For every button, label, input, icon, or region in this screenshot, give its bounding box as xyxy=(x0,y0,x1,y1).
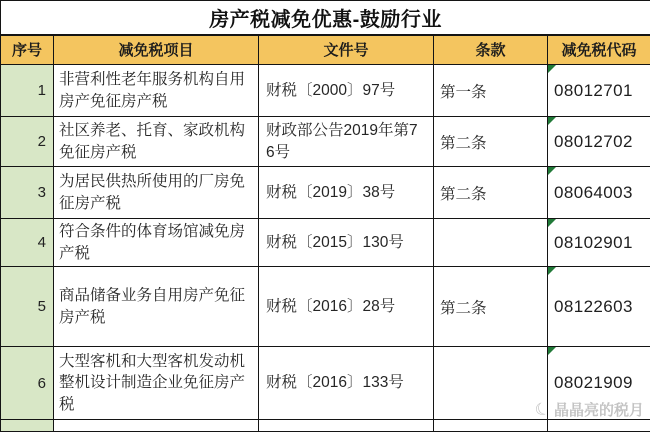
item-cell: 为居民供热所使用的厂房免征房产税 xyxy=(54,167,259,219)
doc-number-cell: 财税〔2019〕38号 xyxy=(259,167,434,219)
page-title: 房产税减免优惠-鼓励行业 xyxy=(1,1,650,35)
error-triangle-icon xyxy=(548,167,556,175)
code-cell xyxy=(548,267,650,347)
code-cell xyxy=(548,347,650,420)
row-number-cell: 5 xyxy=(1,267,54,347)
column-header-code: 减免税代码 xyxy=(548,35,650,65)
code-value: 08021909 xyxy=(554,373,633,392)
table-row xyxy=(1,117,650,167)
clause-cell: 第一条 xyxy=(434,65,548,117)
item-cell: 符合条件的体育场馆减免房产税 xyxy=(54,219,259,267)
row-number-cell: 6 xyxy=(1,347,54,420)
clause-cell xyxy=(434,219,548,267)
item-cell: 非营利性老年服务机构自用房产免征房产税 xyxy=(54,65,259,117)
row-number-cell: 3 xyxy=(1,167,54,219)
column-header-index: 序号 xyxy=(1,35,54,65)
error-triangle-icon xyxy=(548,347,556,355)
row-number-cell: 2 xyxy=(1,117,54,167)
column-header-item: 减免税项目 xyxy=(54,35,259,65)
table-row xyxy=(1,65,650,117)
item-cell: 大型客机和大型客机发动机整机设计制造企业免征房产税 xyxy=(54,347,259,420)
title-row xyxy=(1,1,650,35)
error-triangle-icon xyxy=(548,65,556,73)
code-value: 08102901 xyxy=(554,233,633,252)
table-row xyxy=(1,267,650,347)
item-cell: 社区养老、托育、家政机构免征房产税 xyxy=(54,117,259,167)
code-value: 08012702 xyxy=(554,132,633,151)
code-value: 08122603 xyxy=(554,297,633,316)
doc-number-cell: 财税〔2015〕130号 xyxy=(259,219,434,267)
column-header-clause: 条款 xyxy=(434,35,548,65)
doc-number-cell: 财税〔2016〕28号 xyxy=(259,267,434,347)
code-cell xyxy=(548,167,650,219)
clause-cell xyxy=(434,347,548,420)
table-row xyxy=(1,219,650,267)
code-cell xyxy=(548,219,650,267)
row-number-cell: 4 xyxy=(1,219,54,267)
doc-number-cell: 财税〔2016〕133号 xyxy=(259,347,434,420)
item-cell: 商品储备业务自用房产免征房产税 xyxy=(54,267,259,347)
code-cell xyxy=(548,117,650,167)
column-header-doc-number: 文件号 xyxy=(259,35,434,65)
table-row xyxy=(1,167,650,219)
code-value: 08012701 xyxy=(554,81,633,100)
header-row xyxy=(1,35,650,65)
clause-cell: 第二条 xyxy=(434,117,548,167)
error-triangle-icon xyxy=(548,117,556,125)
error-triangle-icon xyxy=(548,219,556,227)
doc-number-cell: 财政部公告2019年第76号 xyxy=(259,117,434,167)
code-cell xyxy=(548,65,650,117)
clause-cell: 第二条 xyxy=(434,167,548,219)
watermark-text: 晶晶亮的税月 xyxy=(554,399,644,420)
moon-icon: ☾ xyxy=(532,397,553,421)
clause-cell: 第二条 xyxy=(434,267,548,347)
doc-number-cell: 财税〔2000〕97号 xyxy=(259,65,434,117)
table-row xyxy=(1,347,650,420)
code-value: 08064003 xyxy=(554,183,633,202)
error-triangle-icon xyxy=(548,267,556,275)
row-number-cell: 1 xyxy=(1,65,54,117)
